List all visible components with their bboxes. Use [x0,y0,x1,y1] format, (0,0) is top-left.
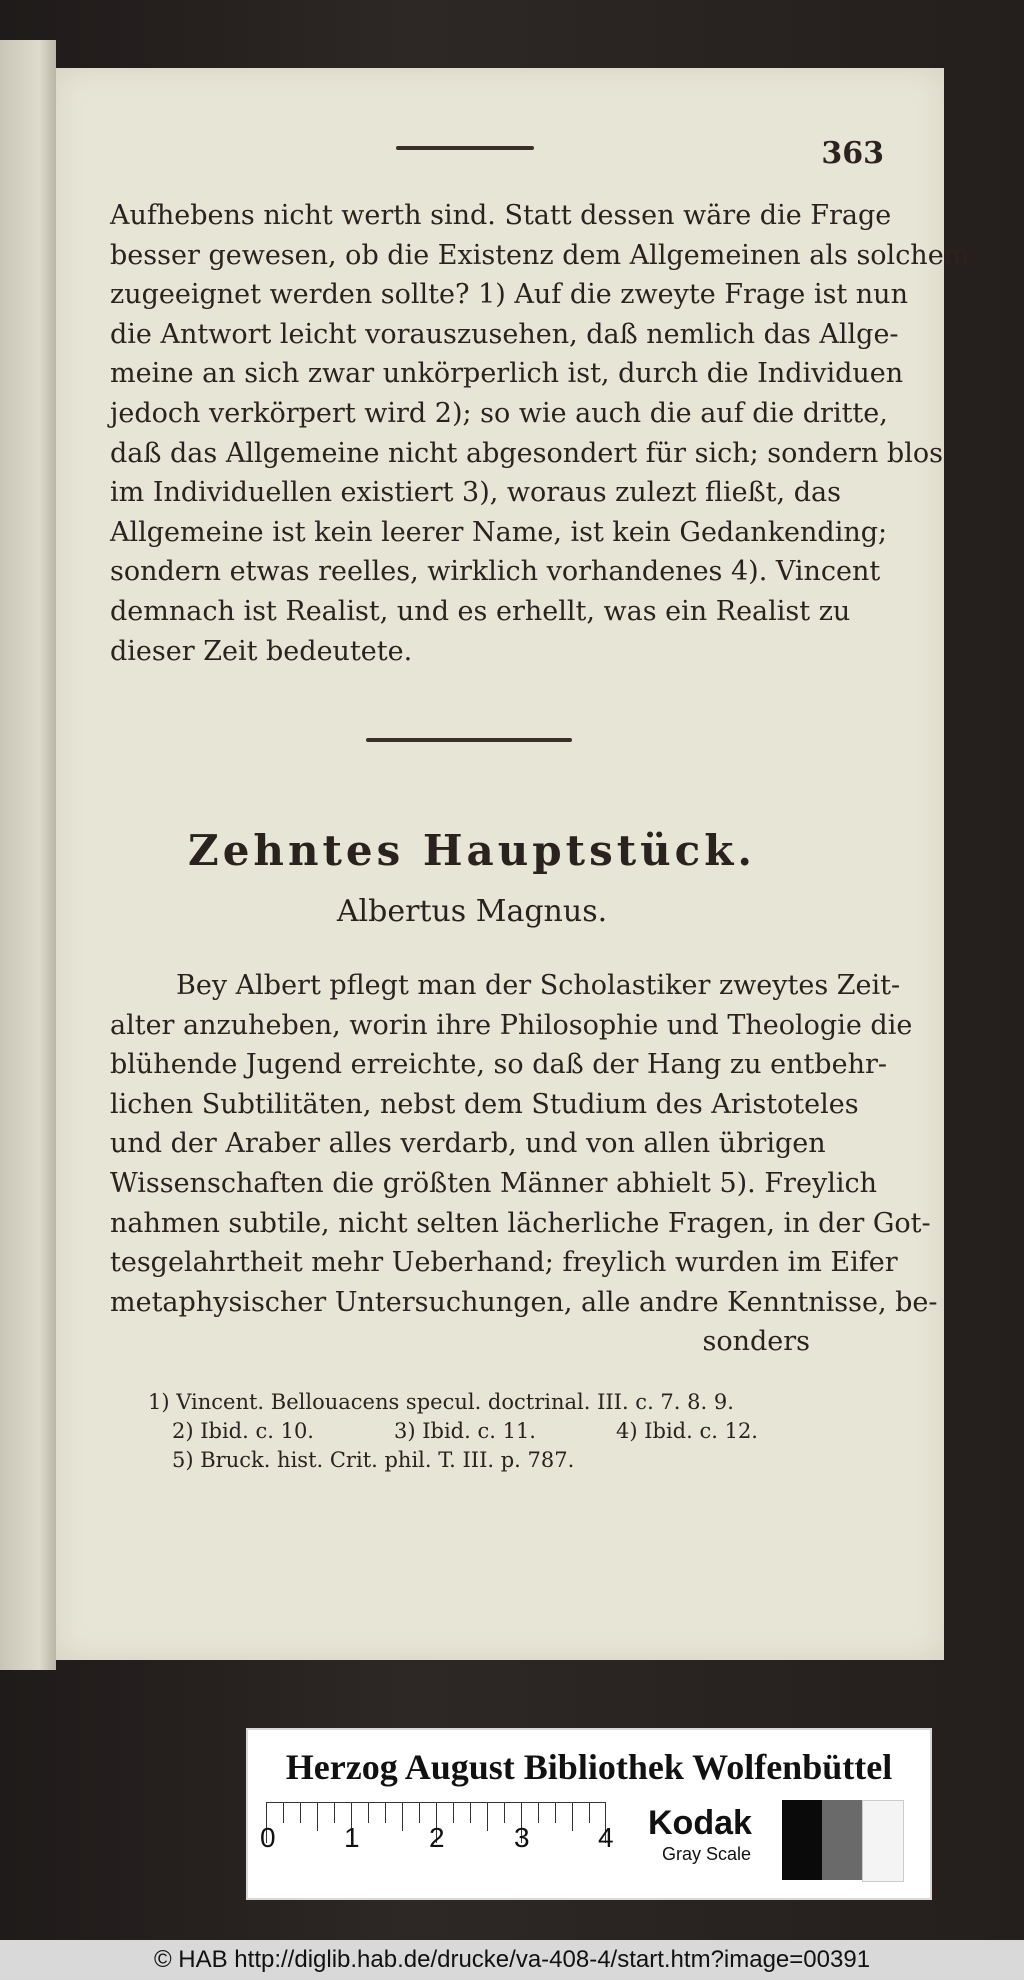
page-number: 363 [821,136,884,171]
chapter-subtitle: Albertus Magnus. [336,894,608,929]
scale-number: 1 [344,1822,360,1853]
header-ornament-rule [396,146,534,150]
chapter-paragraph [110,966,938,1362]
paragraph-line: Wissenschaften die größten Männer abhielt 5). Freylich [110,1167,877,1199]
body-line: Allgemeine ist kein leerer Name, ist kein Gedankending; [110,516,888,548]
footnote-1: 1) Vincent. Bellouacens specul. doctrinal. III. c. 7. 8. 9. [148,1390,734,1414]
body-text [110,196,970,671]
paragraph-line: tesgelahrtheit mehr Ueberhand; freylich wurden im Eifer [110,1247,898,1279]
paragraph-line: Bey Albert pflegt man der Scholastiker zweytes Zeit- [176,970,901,1001]
body-line: im Individuellen existiert 3), woraus zulezt fließt, das [110,477,841,509]
scale-number: 3 [514,1822,530,1853]
body-line: besser gewesen, ob die Existenz dem Allgemeinen als solchem [110,239,970,271]
body-line: jedoch verkörpert wird 2); so wie auch die auf die dritte, [110,397,888,429]
scale-number: 2 [429,1822,445,1853]
footnotes [148,1388,828,1475]
catchword: sonders [702,1326,810,1358]
footnote-row [148,1417,828,1446]
body-line: meine an sich zwar unkörperlich ist, durch die Individuen [110,358,904,390]
footnote-4: 4) Ibid. c. 12. [616,1419,758,1443]
paragraph-line: nahmen subtile, nicht selten lächerliche Fragen, in der Got- [110,1207,931,1239]
body-line: demnach ist Realist, und es erhellt, was ein Realist zu [110,595,851,627]
library-color-card [246,1728,932,1900]
paragraph-line: blühende Jugend erreichte, so daß der Hang zu entbehr- [110,1049,887,1081]
scale-number: 4 [598,1822,614,1853]
paragraph-line: metaphysischer Untersuchungen, alle andre Kenntnisse, be- [110,1286,938,1318]
copyright-footer: © HAB http://diglib.hab.de/drucke/va-408-4/start.htm?image=00391 [0,1940,1024,1980]
gray-swatch-black [782,1800,822,1880]
library-name: Herzog August Bibliothek Wolfenbüttel [285,1747,893,1787]
body-line: dieser Zeit bedeutete. [110,635,413,667]
footnote-2: 2) Ibid. c. 10. [172,1419,314,1443]
body-line: zugeeignet werden sollte? 1) Auf die zweyte Frage ist nun [110,279,908,311]
paragraph-line: und der Araber alles verdarb, und von allen übrigen [110,1128,826,1160]
scale-number: 0 [260,1822,276,1853]
paragraph-line: alter anzuheben, worin ihre Philosophie und Theologie die [110,1009,913,1041]
body-line: die Antwort leicht vorauszusehen, daß nemlich das Allge- [110,318,899,350]
body-line: Aufhebens nicht werth sind. Statt dessen wäre die Frage [110,200,892,231]
footnote-3: 3) Ibid. c. 11. [394,1419,536,1443]
chapter-title: Zehntes Hauptstück. [188,826,756,875]
gray-swatch-mid [822,1800,862,1880]
footnote-5: 5) Bruck. hist. Crit. phil. T. III. p. 787. [172,1448,575,1472]
gray-swatch-white [862,1800,904,1882]
section-divider-rule [366,738,572,742]
kodak-logo: Kodak [648,1804,752,1842]
paragraph-line: lichen Subtilitäten, nebst dem Studium des Aristoteles [110,1088,859,1120]
body-line: sondern etwas reelles, wirklich vorhandenes 4). Vincent [110,556,881,588]
body-line: daß das Allgemeine nicht abgesondert für sich; sondern blos [110,437,943,469]
gray-scale-label: Gray Scale [662,1844,752,1864]
